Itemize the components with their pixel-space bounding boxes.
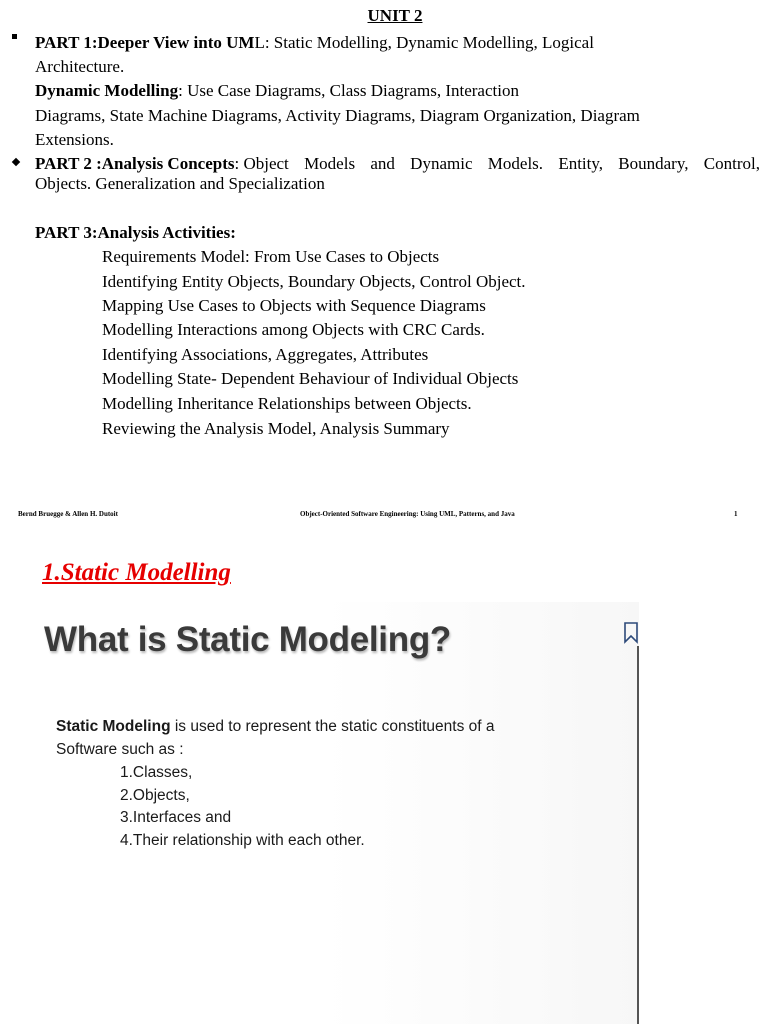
part3-item: Modelling Interactions among Objects with CRC Cards. [102,320,485,339]
dynamic-modelling-line3: Extensions. [35,130,114,149]
footer-page-number: 1 [734,510,738,518]
part1-line2: Architecture. [35,57,125,76]
diamond-bullet-icon [12,158,20,166]
part3-item: Modelling State- Dependent Behaviour of Individual Objects [102,369,519,388]
part2-word: Dynamic [410,154,473,173]
part3-item: Requirements Model: From Use Cases to Objects [102,247,440,266]
slide-intro-text: is used to represent the static constituents of a [170,718,495,735]
square-bullet-icon [12,34,17,39]
slide-list-item: 3.Interfaces and [120,809,232,826]
bookmark-icon [623,622,639,644]
part2-word: Models [304,154,356,173]
part2-word: Control, [703,154,760,173]
part2-word: Models. [487,154,544,173]
dynamic-modelling-text: : Use Case Diagrams, Class Diagrams, Interaction [178,81,519,100]
part3-item: Mapping Use Cases to Objects with Sequence Diagrams [102,296,486,315]
slide-intro-bold: Static Modeling [56,718,171,735]
part1-text: : Static Modelling, Dynamic Modelling, Logical [264,33,594,52]
slide-intro-line2: Software such as : [56,741,184,758]
part2-word: Boundary, [618,154,689,173]
slide-title: What is Static Modeling? [44,620,451,659]
part2-label: PART 2 :Analysis Concepts [35,154,235,173]
part2-word: and [370,154,395,173]
slide-list-item: 1.Classes, [120,764,193,781]
part1-line1 [35,33,594,53]
slide-intro-line1 [56,718,495,736]
part1-label: PART 1:Deeper View into UM [35,33,255,52]
part1-label-tail: L [254,33,265,52]
unit-title: UNIT 2 [367,6,423,25]
part3-item: Modelling Inheritance Relationships between Objects. [102,394,472,413]
part3-item: Identifying Entity Objects, Boundary Objects, Control Object. [102,272,526,291]
part2-word: Entity, [558,154,604,173]
section-heading: 1.Static Modelling [42,559,231,586]
part3-label: PART 3:Analysis Activities: [35,223,236,242]
slide-divider [637,646,639,1024]
dynamic-modelling-label: Dynamic Modelling [35,81,179,100]
dynamic-modelling-line1 [35,81,519,101]
part3-item: Identifying Associations, Aggregates, Attributes [102,345,429,364]
footer-authors: Bernd Bruegge & Allen H. Dutoit [18,510,118,518]
part2-line2: Objects. Generalization and Specialization [35,174,325,193]
dynamic-modelling-line2: Diagrams, State Machine Diagrams, Activity Diagrams, Diagram Organization, Diagram [35,106,640,125]
part2-word: : Object [234,154,289,173]
slide-list-item: 4.Their relationship with each other. [120,832,365,849]
part2-first-chunk [35,154,289,174]
part2-line1 [35,154,760,174]
footer-book-title: Object-Oriented Software Engineering: Using UML, Patterns, and Java [300,510,515,518]
part3-item: Reviewing the Analysis Model, Analysis Summary [102,419,450,438]
part3-heading [35,223,236,243]
slide-list-item: 2.Objects, [120,787,190,804]
